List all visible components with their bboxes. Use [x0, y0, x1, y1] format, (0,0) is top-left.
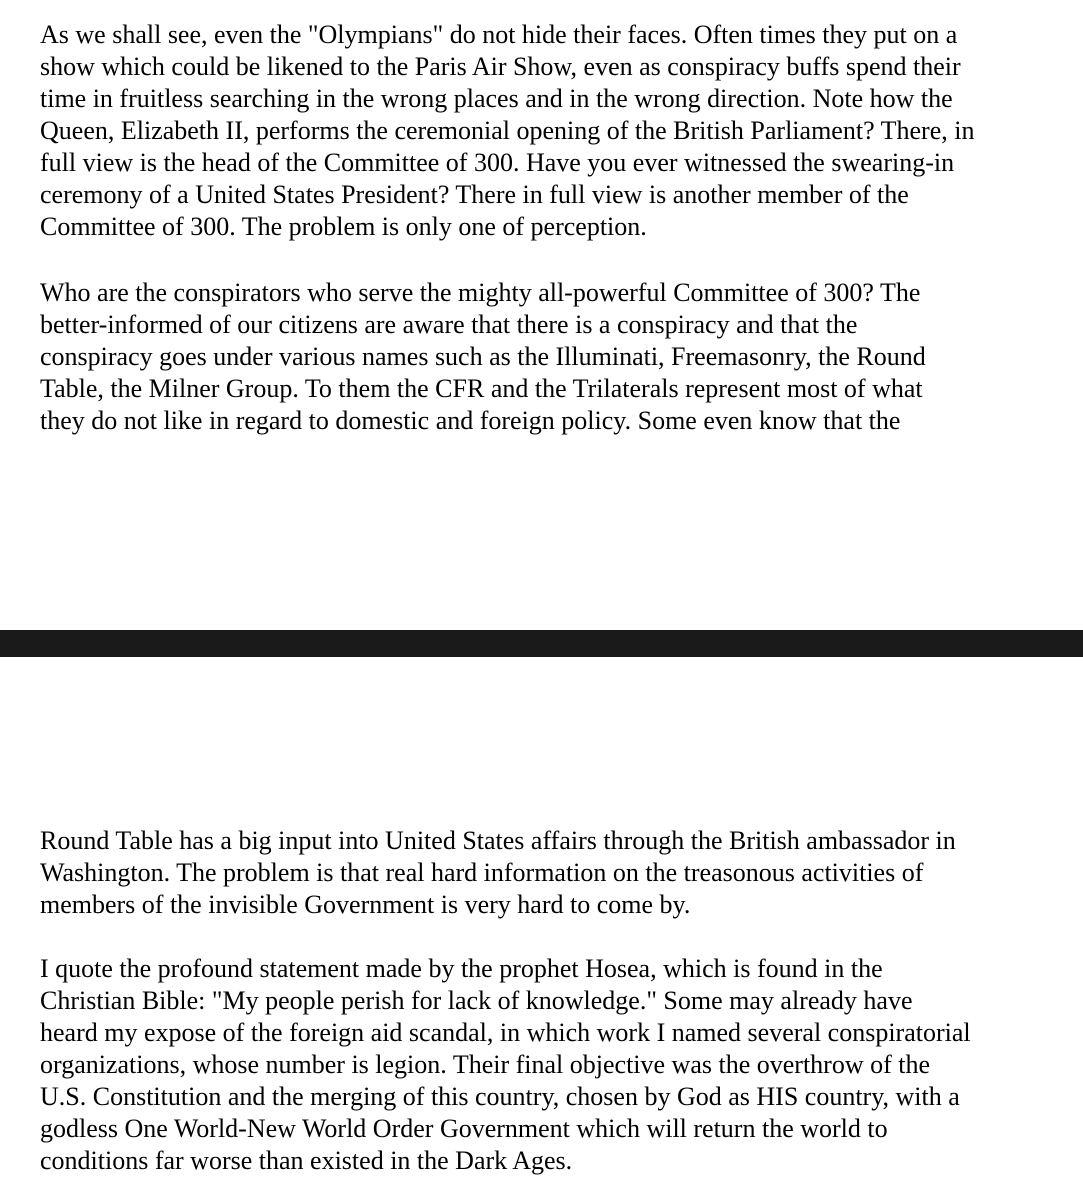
paragraph-round-table: Round Table has a big input into United States affairs through the British ambassador in Washington. The problem is that real hard information on the treasonous activities of members of the invisible Government is very hard to come by. [40, 826, 956, 919]
paragraph-olympians: As we shall see, even the "Olympians" do not hide their faces. Often times they put on a show which could be likened to the Paris Air Show, even as conspiracy buffs spend their time in fruitless searching in the wrong places and in the wrong direction. Note how the Queen, Elizabeth II, performs the ceremonial opening of the British Parliament? There, in full view is the head of the Committee of 300. Have you ever witnessed the swearing-in ceremony of a United States President? There in full view is another member of the Committee of 300. The problem is only one of perception. [40, 20, 975, 241]
paragraph-conspirators: Who are the conspirators who serve the mighty all-powerful Committee of 300? The better-informed of our citizens are aware that there is a conspiracy and that the conspiracy goes under various names such as the Illuminati, Freemasonry, the Round Table, the Milner Group. To them the CFR and the Trilaterals represent most of what they do not like in regard to domestic and foreign policy. Some even know that the [40, 278, 926, 435]
page-break-divider [0, 630, 1083, 657]
paragraph-hosea-quote: I quote the profound statement made by the prophet Hosea, which is found in the Christian Bible: "My people perish for lack of knowledge." Some may already have heard my expose of the foreign aid scandal, in which work I named several conspiratorial organizations, whose number is legion. Their final objective was the overthrow of the U.S. Constitution and the merging of this country, chosen by God as HIS country, with a godless One World-New World Order Government which will return the world to conditions far worse than existed in the Dark Ages. [40, 954, 971, 1175]
document-page-bottom [0, 657, 1083, 1200]
